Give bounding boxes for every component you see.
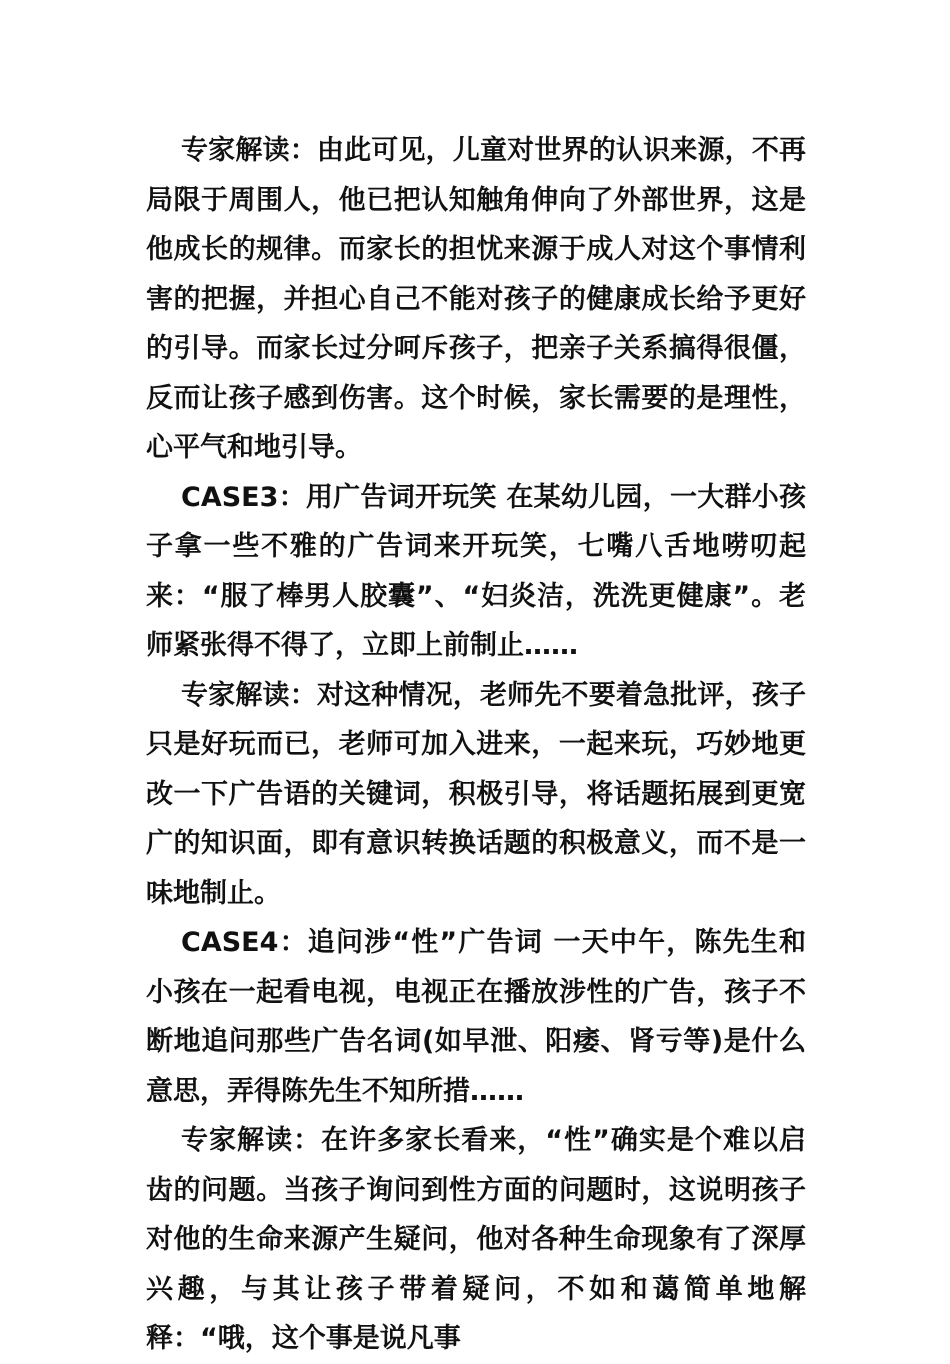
paragraph-expert-commentary-2: 专家解读：对这种情况，老师先不要着急批评，孩子只是好玩而已，老师可加入进来，一起来玩，巧妙地更改一下广告语的关键词，积极引导，将话题拓展到更宽广的知识面，即有意识转换话题的积极意义，而不是一味地制止。 <box>146 679 806 909</box>
body-text <box>146 126 806 1364</box>
paragraph-case-3: CASE3：用广告词开玩笑 在某幼儿园，一大群小孩子拿一些不雅的广告词来开玩笑，七嘴八舌地唠叨起来：“服了棒男人胶囊”、“妇炎洁，洗洗更健康”。老师紧张得不得了，立即上前制止…… <box>146 481 806 661</box>
paragraph-case-4: CASE4：追问涉“性”广告词 一天中午，陈先生和小孩在一起看电视，电视正在播放涉性的广告，孩子不断地追问那些广告名词(如早泄、阳痿、肾亏等)是什么意思，弄得陈先生不知所措…… <box>146 927 806 1107</box>
paragraph-expert-commentary-3: 专家解读：在许多家长看来，“性”确实是个难以启齿的问题。当孩子询问到性方面的问题时，这说明孩子对他的生命来源产生疑问，他对各种生命现象有了深厚兴趣，与其让孩子带着疑问，不如和蔼简单地解释：“哦，这个事是说凡事 <box>146 1125 806 1354</box>
paragraph-expert-commentary-1: 专家解读：由此可见，儿童对世界的认识来源，不再局限于周围人，他已把认知触角伸向了外部世界，这是他成长的规律。而家长的担忧来源于成人对这个事情利害的把握，并担心自己不能对孩子的健康成长给予更好的引导。而家长过分呵斥孩子，把亲子关系搞得很僵，反而让孩子感到伤害。这个时候，家长需要的是理性，心平气和地引导。 <box>146 135 806 463</box>
